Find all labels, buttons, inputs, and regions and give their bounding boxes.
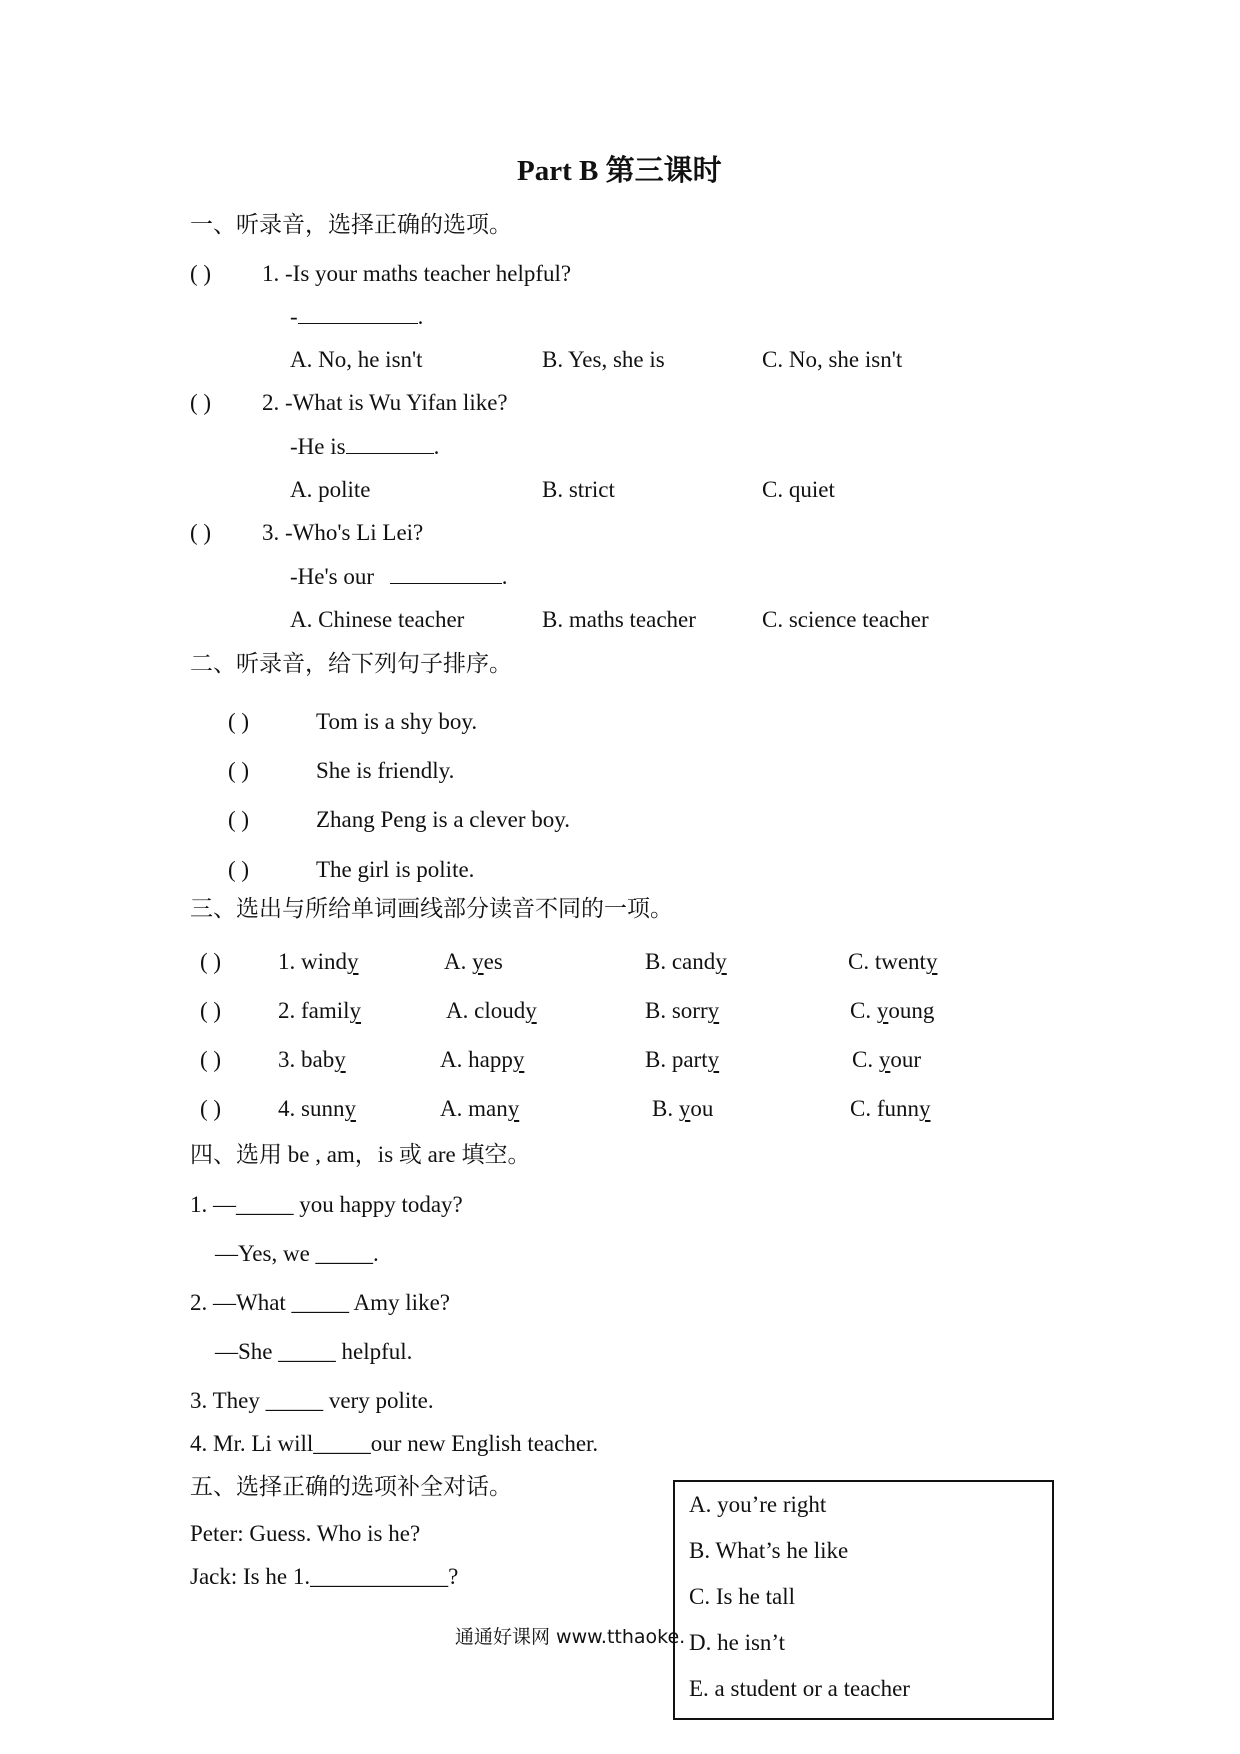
fill-line: 2. —What _____ Amy like?	[190, 1290, 450, 1315]
order-sentence: She is friendly.	[316, 758, 455, 783]
option-a: A. yes	[444, 949, 503, 974]
box-option: E. a student or a teacher	[689, 1676, 910, 1701]
fill-line: —She _____ helpful.	[215, 1339, 413, 1364]
answer-paren: ( )	[200, 1096, 222, 1121]
order-sentence: Tom is a shy boy.	[316, 709, 478, 734]
answer-line: -He's our .	[290, 564, 508, 589]
option-b: B. sorry	[645, 998, 720, 1023]
options-box	[673, 1480, 1054, 1720]
page-title: Part B 第三课时	[517, 155, 722, 187]
question-text: 1. -Is your maths teacher helpful?	[262, 261, 572, 286]
option-c: C. twenty	[848, 949, 938, 974]
given-word: 3. baby	[278, 1047, 346, 1072]
option-a: A. cloudy	[446, 998, 537, 1023]
order-paren: ( )	[228, 758, 250, 783]
order-sentence: The girl is polite.	[316, 857, 475, 882]
fill-line: 4. Mr. Li will_____our new English teacher.	[190, 1431, 599, 1456]
given-word: 1. windy	[278, 949, 359, 974]
option-b: B. candy	[645, 949, 727, 974]
section-4-heading: 四、选用 be , am，is 或 are 填空。	[190, 1142, 531, 1167]
option-a: A. polite	[290, 477, 371, 502]
answer-paren: ( )	[190, 520, 212, 545]
option-c: C. funny	[850, 1096, 931, 1121]
given-word: 2. family	[278, 998, 362, 1023]
option-b: B. you	[652, 1096, 714, 1121]
answer-line: - .	[290, 304, 424, 329]
order-paren: ( )	[228, 807, 250, 832]
option-c: C. quiet	[762, 477, 835, 502]
box-option: C. Is he tall	[689, 1584, 796, 1609]
option-c: C. No, she isn't	[762, 347, 903, 372]
dialogue-line: Peter: Guess. Who is he?	[190, 1521, 421, 1546]
section-2-heading: 二、听录音，给下列句子排序。	[190, 651, 512, 676]
box-option: D. he isn’t	[689, 1630, 786, 1655]
order-sentence: Zhang Peng is a clever boy.	[316, 807, 570, 832]
given-word: 4. sunny	[278, 1096, 356, 1121]
option-b: B. Yes, she is	[542, 347, 665, 372]
option-c: C. science teacher	[762, 607, 929, 632]
box-option: A. you’re right	[689, 1492, 827, 1517]
option-b: B. strict	[542, 477, 615, 502]
answer-paren: ( )	[200, 998, 222, 1023]
option-a: A. happy	[440, 1047, 525, 1072]
footer-watermark: 通通好课网 www.tthaoke.	[455, 1626, 686, 1648]
answer-blank	[298, 305, 418, 324]
answer-line: -He is .	[290, 434, 440, 459]
answer-paren: ( )	[190, 261, 212, 286]
section-3-heading: 三、选出与所给单词画线部分读音不同的一项。	[190, 896, 673, 921]
option-a: A. No, he isn't	[290, 347, 423, 372]
answer-paren: ( )	[200, 949, 222, 974]
option-a: A. many	[440, 1096, 520, 1121]
question-text: 2. -What is Wu Yifan like?	[262, 390, 508, 415]
question-text: 3. -Who's Li Lei?	[262, 520, 424, 545]
option-c: C. your	[852, 1047, 922, 1072]
answer-blank	[346, 435, 434, 454]
option-b: B. maths teacher	[542, 607, 696, 632]
order-paren: ( )	[228, 857, 250, 882]
section-5-heading: 五、选择正确的选项补全对话。	[190, 1474, 512, 1499]
fill-line: 3. They _____ very polite.	[190, 1388, 434, 1413]
option-c: C. young	[850, 998, 935, 1023]
answer-paren: ( )	[200, 1047, 222, 1072]
box-option: B. What’s he like	[689, 1538, 849, 1563]
fill-line: —Yes, we _____.	[215, 1241, 379, 1266]
fill-line: 1. —_____ you happy today?	[190, 1192, 463, 1217]
order-paren: ( )	[228, 709, 250, 734]
section-1-heading: 一、听录音，选择正确的选项。	[190, 212, 512, 237]
dialogue-line: Jack: Is he 1.____________?	[190, 1564, 459, 1589]
answer-paren: ( )	[190, 390, 212, 415]
option-b: B. party	[645, 1047, 720, 1072]
answer-blank	[390, 565, 502, 584]
option-a: A. Chinese teacher	[290, 607, 465, 632]
